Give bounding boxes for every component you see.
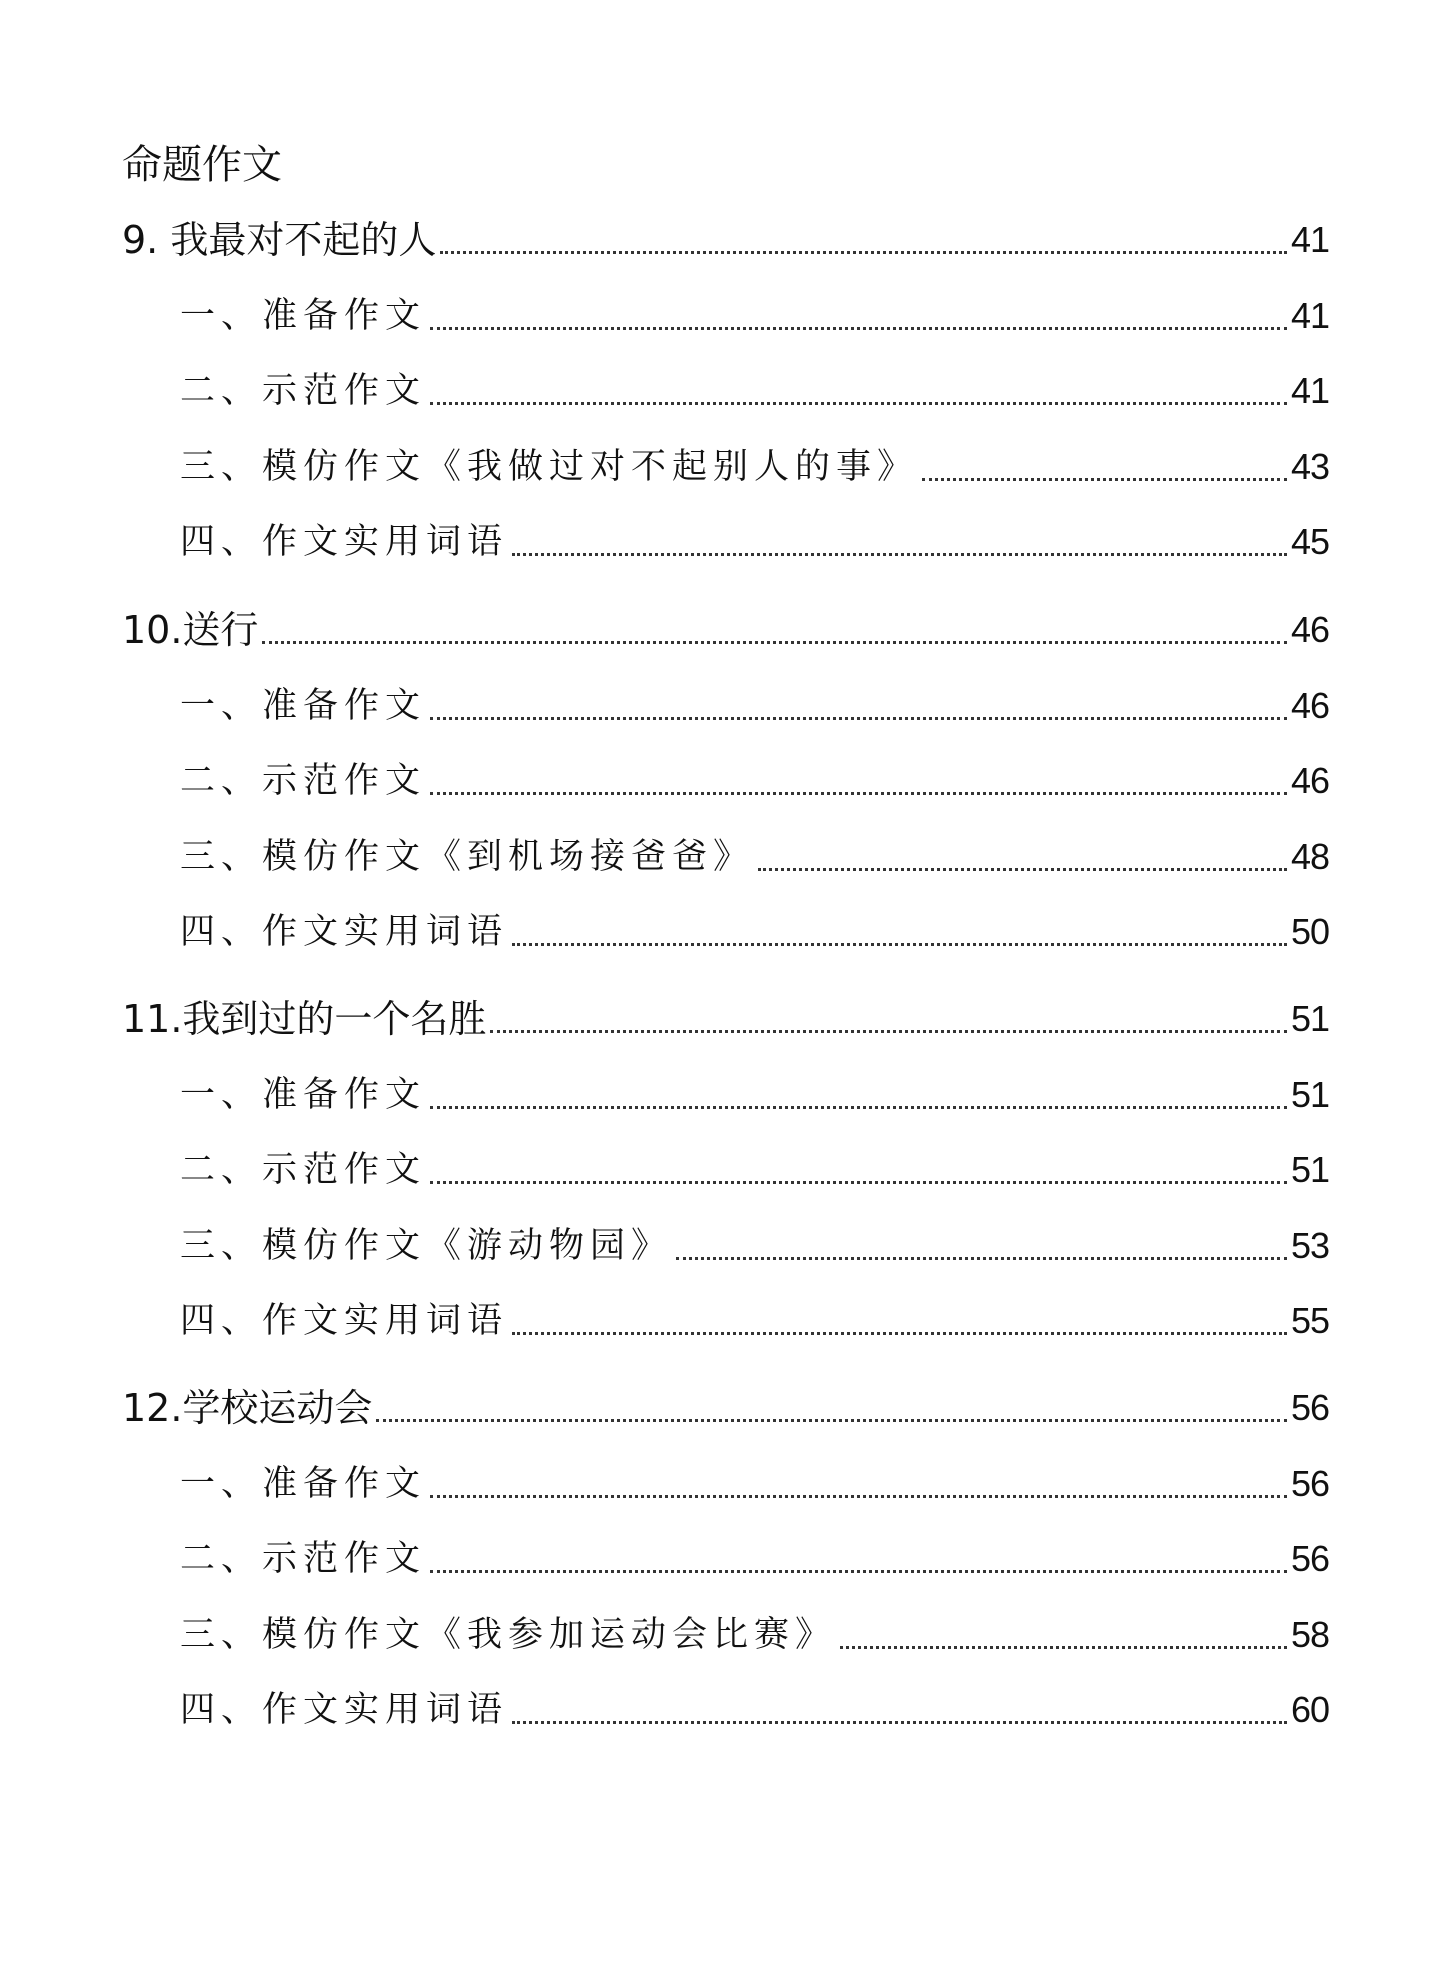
- dot-leader: [430, 1106, 1287, 1109]
- toc-entry-label[interactable]: 二、示范作文: [180, 761, 427, 801]
- page-number: 41: [1290, 294, 1329, 336]
- toc-subentry[interactable]: [180, 519, 1329, 565]
- toc-entry-label[interactable]: 二、示范作文: [180, 371, 427, 411]
- page-number: 41: [1290, 219, 1329, 260]
- dot-leader: [430, 1495, 1287, 1498]
- page-number: 55: [1290, 1300, 1329, 1341]
- page-number: 51: [1290, 1073, 1329, 1115]
- toc-entry-label[interactable]: 四、作文实用词语: [180, 522, 509, 562]
- dot-leader: [758, 868, 1287, 871]
- toc-subentry[interactable]: [180, 1687, 1329, 1733]
- toc-subentry[interactable]: [180, 758, 1329, 804]
- toc-entry-label[interactable]: 9. 我最对不起的人: [122, 218, 437, 262]
- toc-subentry[interactable]: [180, 1223, 1329, 1269]
- page-number: 50: [1290, 911, 1329, 952]
- page-number: 41: [1290, 370, 1329, 411]
- page-number: 56: [1290, 1538, 1329, 1579]
- page-number: 60: [1290, 1689, 1329, 1730]
- toc-entry-label[interactable]: 一、准备作文: [180, 1463, 427, 1504]
- toc-chapter[interactable]: [122, 1385, 1329, 1431]
- section-title: 命题作文: [122, 142, 282, 188]
- toc-entry-label[interactable]: 四、作文实用词语: [180, 1690, 509, 1730]
- dot-leader: [430, 1570, 1287, 1573]
- dot-leader: [262, 641, 1287, 644]
- dot-leader: [512, 553, 1287, 556]
- page-number: 53: [1290, 1224, 1329, 1266]
- page-number: 56: [1290, 1462, 1329, 1504]
- page-number: 46: [1290, 609, 1329, 650]
- toc-entry-label[interactable]: 11.我到过的一个名胜: [122, 997, 487, 1041]
- page-number: 46: [1290, 684, 1329, 726]
- toc-subentry[interactable]: [180, 1461, 1329, 1507]
- dot-leader: [430, 717, 1287, 720]
- dot-leader: [512, 1332, 1287, 1335]
- dot-leader: [430, 792, 1287, 795]
- dot-leader: [676, 1257, 1287, 1260]
- toc-entry-label[interactable]: 三、模仿作文《到机场接爸爸》: [180, 836, 755, 877]
- toc-subentry[interactable]: [180, 293, 1329, 339]
- page-number: 43: [1290, 445, 1329, 487]
- toc-entry-label[interactable]: 四、作文实用词语: [180, 912, 509, 952]
- toc-entry-label[interactable]: 一、准备作文: [180, 1074, 427, 1115]
- toc-entry-label[interactable]: 12.学校运动会: [122, 1386, 373, 1430]
- toc-subentry[interactable]: [180, 368, 1329, 414]
- toc-subentry[interactable]: [180, 834, 1329, 880]
- toc-chapter[interactable]: [122, 217, 1329, 263]
- toc-chapter[interactable]: [122, 996, 1329, 1042]
- toc-entry-label[interactable]: 一、准备作文: [180, 685, 427, 726]
- dot-leader: [922, 478, 1287, 481]
- toc-chapter[interactable]: [122, 607, 1329, 653]
- toc-entry-label[interactable]: 三、模仿作文《我做过对不起别人的事》: [180, 446, 919, 487]
- dot-leader: [440, 251, 1287, 254]
- page-number: 51: [1290, 1149, 1329, 1190]
- toc-entry-label[interactable]: 10.送行: [122, 608, 259, 652]
- toc-subentry[interactable]: [180, 909, 1329, 955]
- toc-entry-label[interactable]: 三、模仿作文《我参加运动会比赛》: [180, 1614, 837, 1655]
- page-number: 56: [1290, 1387, 1329, 1428]
- toc-entry-label[interactable]: 二、示范作文: [180, 1539, 427, 1579]
- dot-leader: [430, 327, 1287, 330]
- toc-entry-label[interactable]: 二、示范作文: [180, 1150, 427, 1190]
- page-number: 51: [1290, 998, 1329, 1039]
- dot-leader: [376, 1419, 1287, 1422]
- page-number: 58: [1290, 1613, 1329, 1655]
- dot-leader: [512, 943, 1287, 946]
- toc-entry-label[interactable]: 一、准备作文: [180, 295, 427, 336]
- dot-leader: [512, 1721, 1287, 1724]
- toc-subentry[interactable]: [180, 1612, 1329, 1658]
- toc-subentry[interactable]: [180, 1298, 1329, 1344]
- dot-leader: [490, 1030, 1287, 1033]
- page-number: 46: [1290, 760, 1329, 801]
- toc-subentry[interactable]: [180, 1072, 1329, 1118]
- toc-subentry[interactable]: [180, 1147, 1329, 1193]
- page-number: 45: [1290, 521, 1329, 562]
- dot-leader: [430, 1181, 1287, 1184]
- toc-entry-label[interactable]: 四、作文实用词语: [180, 1301, 509, 1341]
- toc-entry-label[interactable]: 三、模仿作文《游动物园》: [180, 1225, 673, 1266]
- toc-subentry[interactable]: [180, 683, 1329, 729]
- toc-subentry[interactable]: [180, 444, 1329, 490]
- toc-subentry[interactable]: [180, 1536, 1329, 1582]
- dot-leader: [840, 1646, 1287, 1649]
- dot-leader: [430, 402, 1287, 405]
- page-number: 48: [1290, 835, 1329, 877]
